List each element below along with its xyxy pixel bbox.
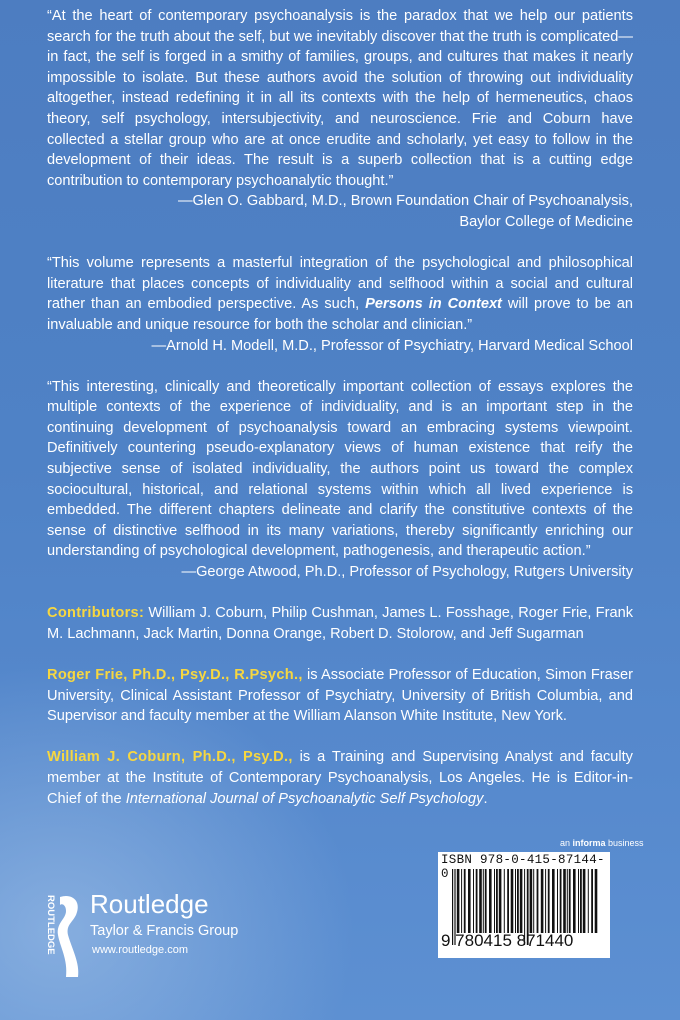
journal-title: International Journal of Psychoanalytic Self Psychology [125, 790, 484, 807]
quote-atwood [47, 377, 633, 583]
barcode-bar [533, 869, 534, 933]
informa-tagline [560, 838, 644, 848]
logo-vertical-text: ROUTLEDGE [45, 895, 56, 955]
contributors-label: Contributors: [47, 605, 145, 622]
barcode-bar [461, 869, 462, 933]
barcode-bar [591, 869, 593, 933]
barcode-bar [504, 869, 505, 933]
quote-attribution-affiliation: Baylor College of Medicine [459, 213, 633, 230]
barcode-bar [560, 869, 562, 933]
quote-text [47, 253, 633, 335]
quote-text: “This interesting, clinically and theoretically important collection of essays explores the multiple contexts of the experience of individuality, and is an important step in the continuing development of psychoanalysis toward an embracing systems viewpoint. Definitively countering pseudo-explanatory views of human existence that reify the subjective sense of isolated individuality, the authors point us toward the complex sociocultural, historical, and relational systems within which all lived experience is embedded. The different chapters delineate and clarify the constitutive contexts of the sense of distinctive selfhood in its many variations, thereby significantly enriching our understanding of psychological development, pathogenesis, and therapeutic action.” [47, 378, 633, 560]
barcode-bar [511, 869, 514, 933]
quote-text: “At the heart of contemporary psychoanalysis is the paradox that we help our patients search for the truth about the self, but we inevitably discover that the truth is complicated—in fact, the self is forged in a smithy of families, groups, and cultures that makes it nearly impossible to isolate. But these authors avoid the solution of throwing out individuality altogether, instead redefining it in all its contexts with the help of hermeneutics, chaos theory, self psychology, intersubjectivity, and neuroscience. Frie and Coburn have collected a stellar group who are at once erudite and scholarly, yet easy to follow in the development of their ideas. The result is a superb collection that is a cutting edge contribution to contemporary psychoanalytic thought.” [47, 8, 633, 189]
barcode-bar [473, 869, 474, 933]
barcode-bar [583, 869, 586, 933]
publisher-group: Taylor & Francis Group [90, 923, 239, 939]
bio-coburn [47, 747, 633, 809]
barcode-bar [569, 869, 571, 933]
barcode-bar [520, 869, 523, 933]
isbn-text: ISBN 978-0-415-87144-0 [441, 853, 605, 881]
barcode-bar [515, 869, 516, 933]
barcode-bar [499, 869, 502, 933]
isbn-barcode [438, 852, 610, 958]
barcode-bar [567, 869, 568, 933]
bio-name: William J. Coburn, Ph.D., Psy.D., [47, 749, 293, 766]
publisher-url: www.routledge.com [92, 944, 188, 956]
barcode-bar [479, 869, 482, 933]
barcode-bar [507, 869, 509, 933]
quote-attribution: —George Atwood, Ph.D., Professor of Psychology, Rutgers University [181, 564, 633, 581]
barcode-bar [563, 869, 566, 933]
bio-frie [47, 665, 633, 727]
bio-text: is a Training and Supervising Analyst and faculty member at the Institute of Contemporary Psychoanalysis, Los Angeles. He is Editor-in-Chief of the [47, 749, 633, 807]
informa-text: an [560, 838, 573, 848]
quote-gabbard [47, 6, 633, 233]
publisher-name: Routledge [90, 889, 209, 919]
book-title: Persons in Context [365, 296, 502, 313]
barcode-bar [485, 869, 487, 933]
barcode-bar [595, 869, 598, 933]
barcode-bar [552, 869, 555, 933]
bio-name: Roger Frie, Ph.D., Psy.D., R.Psych., [47, 667, 303, 683]
barcode-bar [541, 869, 544, 933]
quote-text-part: will prove to be an invaluable and unique resource for both the scholar and clinician.” [47, 296, 633, 333]
barcode-bar [557, 869, 558, 933]
barcode-bar [517, 869, 519, 933]
barcode-bar [483, 869, 484, 933]
informa-text: business [605, 838, 644, 848]
barcode-bar [545, 869, 546, 933]
routledge-logo-icon [42, 893, 82, 979]
barcode-bar [496, 869, 498, 933]
quote-text-part: “This volume represents a masterful integration of the psychological and philosophical literature that places concepts of individuality and selfhood within a social and cultural rather than an embodied perspective. As such, [47, 255, 633, 313]
barcode-bar [468, 869, 471, 933]
routledge-logo [42, 889, 239, 984]
back-cover-text [47, 6, 633, 830]
barcode-bar [464, 869, 466, 933]
barcode-digits: 9 780415 871440 [441, 931, 574, 950]
barcode-bar [548, 869, 550, 933]
quote-attribution: —Glen O. Gabbard, M.D., Brown Foundation Chair of Psychoanalysis, [177, 193, 633, 210]
barcode-bar [578, 869, 579, 933]
barcode-bar [489, 869, 492, 933]
barcode-bar [573, 869, 576, 933]
barcode-bar [580, 869, 582, 933]
informa-brand: informa [572, 838, 606, 848]
barcode-bar [530, 869, 533, 933]
barcode-bar [537, 869, 539, 933]
bio-text-end: . [483, 790, 488, 807]
barcode-bar [494, 869, 495, 933]
barcode-bar [476, 869, 478, 933]
quote-attribution: —Arnold H. Modell, M.D., Professor of Psychiatry, Harvard Medical School [151, 337, 633, 354]
quote-modell [47, 253, 633, 356]
contributors [47, 603, 633, 644]
contributors-list: William J. Coburn, Philip Cushman, James L. Fosshage, Roger Frie, Frank M. Lachmann, Jack Martin, Donna Orange, Robert D. Stolorow, and Jeff Sugarman [47, 605, 633, 642]
barcode-bar [457, 869, 460, 933]
bio-text: is Associate Professor of Education, Simon Fraser University, Clinical Assistant Professor of Psychiatry, University of British Columbia, and Supervisor and faculty member at the William Alanson White Institute, New York. [47, 667, 633, 725]
barcode-bar [588, 869, 589, 933]
